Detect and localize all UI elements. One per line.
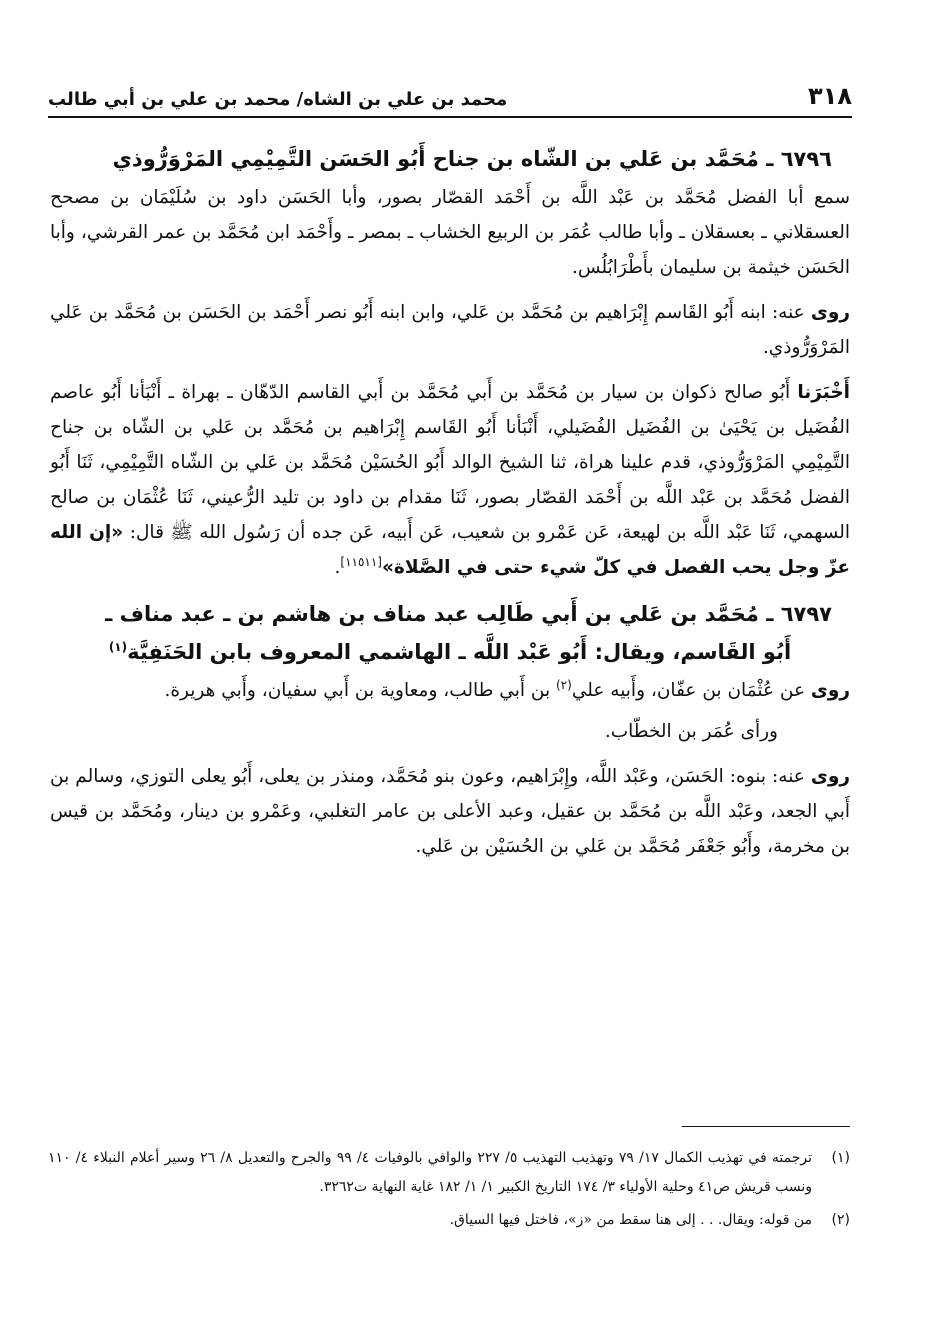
footnote-text: من قوله: ويقال. . . إلى هنا سقط من «ز»، فاختل فيها السياق. (449, 1212, 812, 1228)
keyword-rawa: روى (810, 766, 850, 787)
footnotes (48, 1144, 850, 1239)
entry-6797-title-line1: ٦٧٩٧ ـ مُحَمَّد بن عَلي بن أَبي طَالِب عبد مناف بن هاشم بن ـ عبد مناف ـ (105, 602, 832, 626)
running-title: محمد بن علي بن الشاه/ محمد بن علي بن أبي طالب (48, 89, 508, 110)
hadith-ref-number: [١١٥١١] (340, 554, 382, 569)
footnote-number: (١) (831, 1150, 850, 1166)
entry-6797-para-narrated (50, 673, 850, 708)
entry-6797-narrated-text-b: بن أَبي طالب، ومعاوية بن أَبي سفيان، وأَبي هريرة. (164, 680, 556, 701)
entry-6797-para-narrators (50, 759, 850, 864)
footnote-divider (682, 1126, 850, 1127)
entry-6797-narrated-text-a: عن عُثْمَان بن عفّان، وأَبيه علي (571, 680, 811, 701)
page-number: ٣١٨ (808, 82, 852, 110)
entry-6797-narrators-text: عنه: بنوه: الحَسَن، وعَبْد اللَّه، وإِبْرَاهيم، وعون بنو مُحَمَّد، ومنذر بن يعلى، أَبُو يعلى التوزي، وسالم بن أَبي الجعد، وعَبْد اللَّه بن مُحَمَّد بن عقيل، وعبد الأعلى بن عامر التغلبي، وعَمْرو بن دينار، ومُحَمَّد بن قيس بن مخرمة، وأَبُو جَعْفَر مُحَمَّد بن عَلي بن الحُسَيْن بن عَلي. (50, 766, 850, 857)
footnote-number: (٢) (831, 1212, 850, 1228)
running-head (48, 70, 852, 118)
entry-6797-title-line2 (50, 633, 850, 671)
footnote-1 (48, 1144, 850, 1202)
entry-6796-para-isnad (50, 375, 850, 585)
footnote-2 (48, 1206, 850, 1235)
hadith-end-mark: . (334, 557, 341, 578)
hadith-quote: «إن الله عزّ وجل يحب الفصل في كلّ شيء حتى في الصَّلاة» (50, 522, 850, 578)
entry-6796-narrators-text: عنه: ابنه أَبُو القَاسم إِبْرَاهيم بن مُحَمَّد بن عَلي، وابن ابنه أَبُو نصر أَحْمَد بن الحَسَن بن مُحَمَّد بن عَلي المَرْوَرُّوذي. (50, 302, 850, 358)
entry-6796-title: ٦٧٩٦ ـ مُحَمَّد بن عَلي بن الشّاه بن جناح أَبُو الحَسَن التَّمِيْمِي المَرْوَرُّوذي (112, 147, 832, 171)
keyword-akhbarana: أَخْبَرَنا (797, 382, 850, 403)
entry-6797-para-saw: ورأى عُمَر بن الخطّاب. (604, 721, 778, 742)
entry-6797-title-text: أَبُو القَاسم، ويقال: أَبُو عَبْد اللَّه ـ الهاشمي المعروف بابن الحَنَفِيَّة (127, 640, 792, 664)
footnote-ref-1: (١) (108, 640, 128, 654)
page-body (50, 140, 850, 864)
entry-6796-para-heard: سمع أبا الفضل مُحَمَّد بن عَبْد اللَّه بن أَحْمَد القصّار بصور، وأبا الحَسَن داود بن سُلَيْمَان بن مصحح العسقلاني ـ بعسقلان ـ وأبا طالب عُمَر بن الربيع الخشاب ـ بمصر ـ وأَحْمَد ابن مُحَمَّد بن عمر القرشي، وأبا الحَسَن خيثمة بن سليمان بأَطْرَابُلُس. (50, 187, 850, 278)
entry-6796-para-narrators (50, 295, 850, 365)
entry-6796-isnad-text: أَبُو صالح ذكوان بن سيار بن مُحَمَّد بن أَبي مُحَمَّد بن أَبي القاسم الدّهّان ـ بهراة ـ أَنْبَأنا أَبُو عاصم الفُضَيل بن يَحْيَىٰ بن الفُضَيل الفُضَيلي، أَنْبَأنا أَبُو القَاسم إِبْرَاهيم بن مُحَمَّد بن عَلي بن الشّاه بن جناح التَّمِيْمِي المَرْوَرُّوذي، قدم علينا هراة، ثنا الشيخ الوالد أَبُو الحُسَيْن مُحَمَّد بن عَلي بن الشّاه التَّمِيْمِي، ثَنَا أَبُو الفضل مُحَمَّد بن عَبْد اللَّه بن أَحْمَد القصّار بصور، ثَنَا مقدام بن داود بن تليد الرُّعيني، ثَنَا عُثْمَان بن صالح السهمي، ثَنَا عَبْد اللَّه بن لهيعة، عَن عَمْرو بن شعيب، عَن أَبيه، عَن جده أن رَسُول الله ﷺ قال: (50, 382, 850, 543)
footnote-text: ترجمته في تهذيب الكمال ١٧/ ٧٩ وتهذيب التهذيب ٥/ ٢٢٧ والوافي بالوفيات ٤/ ٩٩ والجرح والتعديل ٨/ ٢٦ وسير أعلام النبلاء ٤/ ١١٠ ونسب قريش ص٤١ وحلية الأولياء ٣/ ١٧٤ التاريخ الكبير ١/ ١/ ١٨٢ غاية النهاية ت٣٢٦٢. (48, 1150, 813, 1195)
footnote-ref-2: (٢) (555, 677, 572, 692)
keyword-rawa: روى (810, 680, 850, 701)
keyword-rawa: روى (810, 302, 850, 323)
